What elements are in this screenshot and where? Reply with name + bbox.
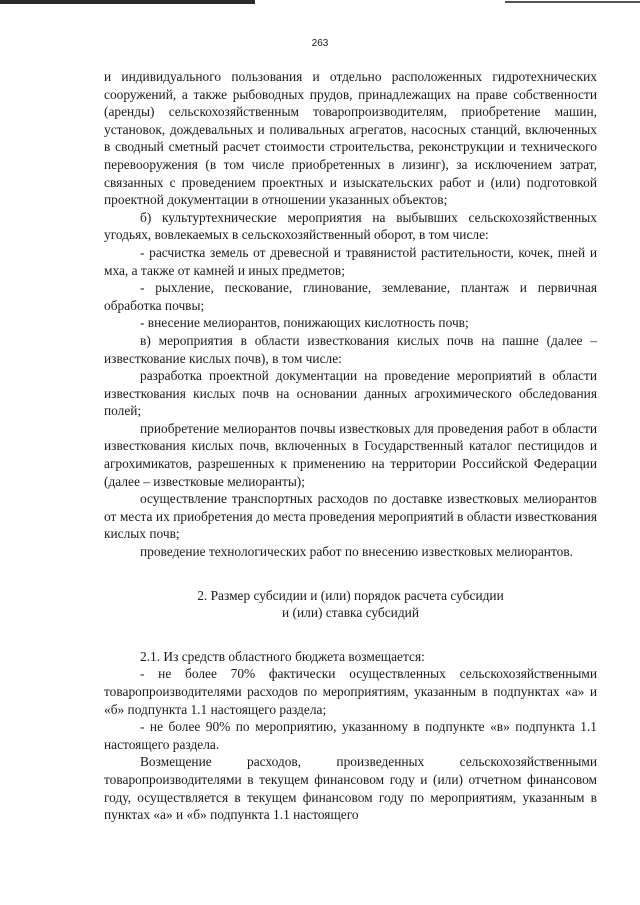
body-text-bottom [104,648,597,824]
paragraph: Возмещение расходов, произведенных сельскохозяйственными товаропроизводителями в текущем финансовом году и (или) отчетном финансовом году, осуществляется в текущем финансовом году по мероприятиям, указанным в пунктах «а» и «б» подпункта 1.1 настоящего [104,754,597,823]
section-heading-line-1: 2. Размер субсидии и (или) порядок расчета субсидии [197,587,504,603]
scan-edge-mark-left [0,0,255,4]
paragraph: и индивидуального пользования и отдельно расположенных гидротехнических сооружений, а также рыбоводных прудов, принадлежащих на праве собственности (аренды) сельскохозяйственным товаропроизводителям, приобретение машин, установок, дождевальных и поливальных агрегатов, насосных станций, включенных в сводный сметный расчет стоимости строительства, реконструкции и технического перевооружения (в том числе приобретенных в лизинг), за исключением затрат, связанных с проведением проектных и изыскательских работ и (или) подготовкой проектной документации в отношении указанных объектов; [104,69,597,208]
paragraph: 2.1. Из средств областного бюджета возмещается: [140,648,425,664]
paragraph: - рыхление, пескование, глинование, землевание, плантаж и первичная обработка почвы; [104,280,597,313]
paragraph: разработка проектной документации на проведение мероприятий в области известкования кислых почв на основании данных агрохимического обследования полей; [104,368,597,419]
paragraph: - расчистка земель от древесной и травянистой растительности, кочек, пней и мха, а также от камней и иных предметов; [104,244,597,278]
paragraph: - не более 70% фактически осуществленных сельскохозяйственными товаропроизводителями расходов по мероприятиям, указанным в подпунктах «а» и «б» подпункта 1.1 настоящего раздела; [104,666,597,717]
section-heading-line-2: и (или) ставка субсидий [282,605,419,621]
paragraph: приобретение мелиорантов почвы известковых для проведения работ в области известкования кислых почв, включенных в Государственный каталог пестицидов и агрохимикатов, разрешенных к применению на территории Российской Федерации (далее – известковые мелиоранты); [104,420,597,489]
scan-edge-mark-right [505,1,640,3]
paragraph: осуществление транспортных расходов по доставке известковых мелиорантов от места их приобретения до места проведения мероприятий в области известкования кислых почв; [104,491,597,542]
paragraph: проведение технологических работ по внесению известковых мелиорантов. [140,544,573,560]
paragraph: - не более 90% по мероприятию, указанному в подпункте «в» подпункта 1.1 настоящего раздела. [104,719,597,752]
paragraph: б) культуртехнические мероприятия на выбывших сельскохозяйственных угодьях, вовлекаемых в сельскохозяйственный оборот, в том числе: [104,209,597,243]
scan-top-edge [0,0,640,6]
section-heading [104,587,597,622]
document-body [104,68,597,824]
body-text-top [104,68,597,561]
paragraph: в) мероприятия в области известкования кислых почв на пашне (далее – известкование кислых почв), в том числе: [104,332,597,366]
paragraph: - внесение мелиорантов, понижающих кислотность почв; [140,315,469,331]
page-number: 263 [311,38,329,49]
